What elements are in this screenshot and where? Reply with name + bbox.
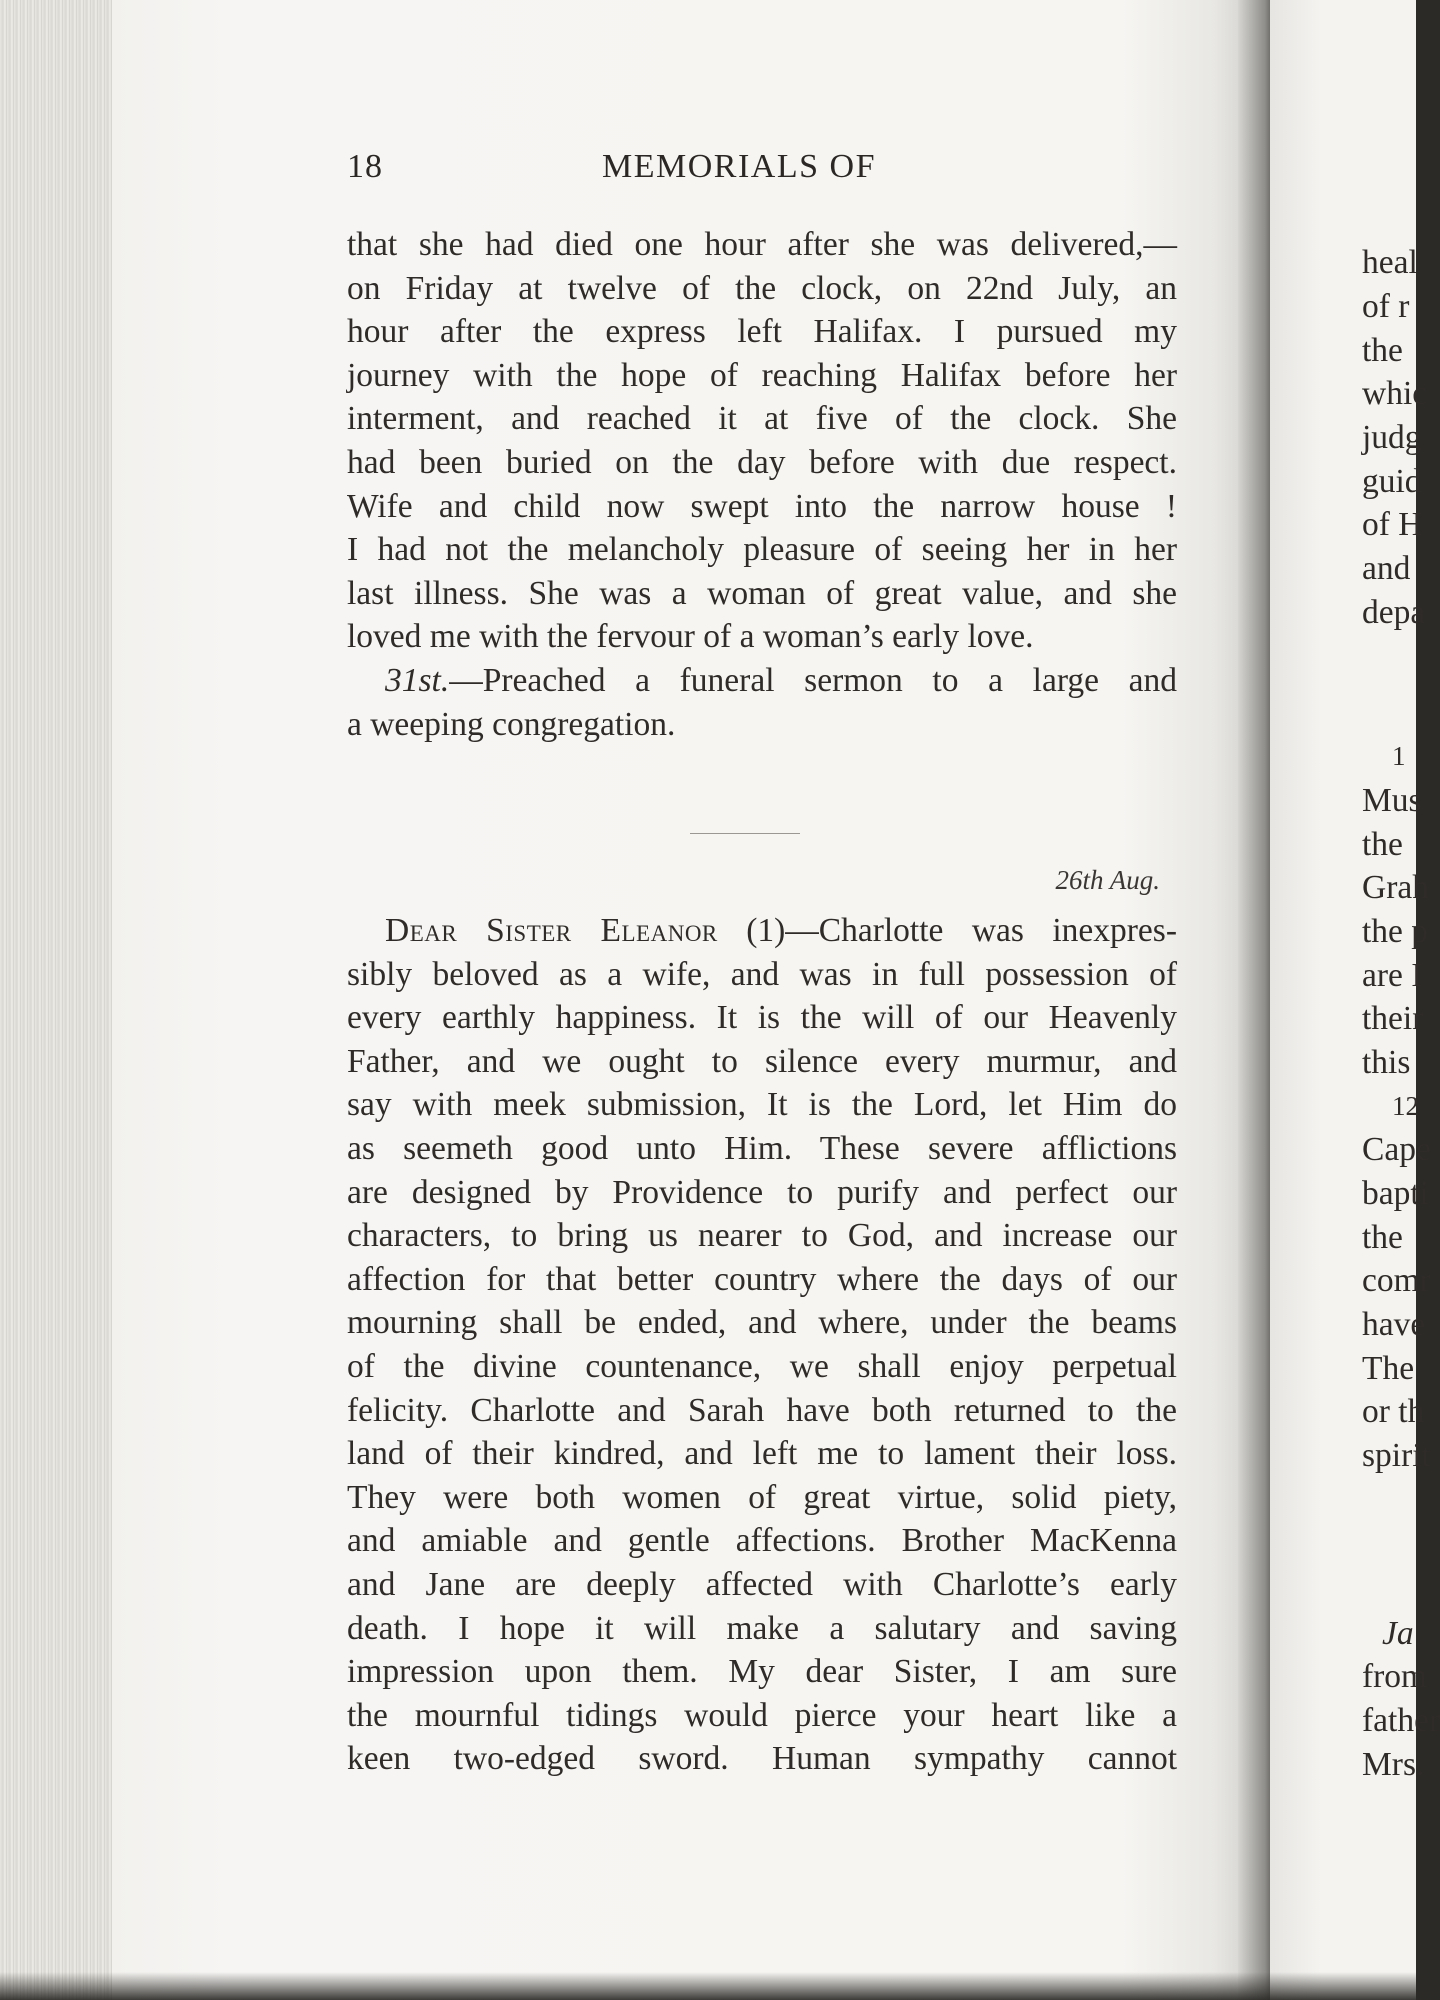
text-line: a weeping congregation.	[347, 705, 676, 743]
text-line: They were both women of great virtue, solid piety,	[347, 1478, 1177, 1516]
letter-dateline: 26th Aug.	[1055, 865, 1160, 895]
page-title: MEMORIALS OF	[602, 148, 876, 185]
page-number: 18	[347, 148, 383, 185]
salutation: Dear Sister Eleanor	[385, 912, 718, 949]
page-edges	[0, 0, 118, 2000]
letter-text	[347, 909, 1177, 1781]
salutation-rest: (1)—Charlotte was inexpres-	[717, 912, 1177, 949]
text-line: as seemeth good unto Him. These severe afflictions	[347, 1129, 1177, 1167]
right-line: The	[1362, 1350, 1415, 1387]
right-line: bapti	[1362, 1175, 1429, 1212]
text-line: every earthly happiness. It is the will of our Heavenly	[347, 999, 1177, 1037]
journal-text	[347, 223, 1177, 746]
entry-text: —Preached a funeral sermon to a large and	[449, 661, 1177, 699]
text-line: death. I hope it will make a salutary and saving	[347, 1609, 1177, 1647]
right-line: 1	[1392, 741, 1406, 771]
right-line: heal	[1362, 244, 1418, 281]
right-line: from	[1362, 1658, 1428, 1695]
paragraph-2	[347, 659, 1177, 746]
text-line: and Jane are deeply affected with Charlotte’s early	[347, 1565, 1177, 1603]
right-line: of H	[1362, 506, 1423, 543]
running-head	[347, 148, 1177, 198]
letter-paragraph	[347, 909, 1177, 1781]
text-line: characters, to bring us nearer to God, and increase our	[347, 1217, 1177, 1255]
right-line: this	[1362, 1044, 1411, 1081]
right-line: the p	[1362, 913, 1429, 950]
text-line: say with meek submission, It is the Lord, let Him do	[347, 1086, 1177, 1124]
bottom-shadow	[0, 1972, 1416, 2000]
right-line: comr	[1362, 1262, 1431, 1299]
text-line: journey with the hope of reaching Halifax before her	[347, 356, 1177, 394]
entry-date: 31st.	[385, 661, 450, 699]
right-line: Mrs.	[1362, 1746, 1425, 1783]
text-line: loved me with the fervour of a woman’s early love.	[347, 618, 1034, 656]
text-line: hour after the express left Halifax. I pursued my	[347, 313, 1177, 351]
right-line: 12	[1392, 1091, 1419, 1121]
right-line: the	[1362, 1219, 1403, 1256]
text-line: Father, and we ought to silence every murmur, and	[347, 1042, 1177, 1080]
right-line: and	[1362, 550, 1411, 587]
section-divider	[690, 833, 800, 834]
text-line	[347, 909, 1177, 953]
right-line: depa	[1362, 594, 1426, 631]
text-line: the mournful tidings would pierce your heart like a	[347, 1696, 1177, 1734]
text-line: of the divine countenance, we shall enjoy perpetual	[347, 1347, 1177, 1385]
text-line: had been buried on the day before with due respect.	[347, 443, 1177, 481]
text-line	[347, 659, 1177, 703]
right-line: have	[1362, 1306, 1426, 1343]
paragraph-1	[347, 223, 1177, 659]
text-line: land of their kindred, and left me to lament their loss.	[347, 1435, 1177, 1473]
right-line: or th	[1362, 1393, 1425, 1430]
right-line: their	[1362, 1000, 1424, 1037]
text-line: on Friday at twelve of the clock, on 22nd July, an	[347, 269, 1177, 307]
text-line: and amiable and gentle affections. Brother MacKenna	[347, 1522, 1177, 1560]
right-line: Cape	[1362, 1131, 1431, 1168]
text-line: last illness. She was a woman of great value, and she	[347, 574, 1177, 612]
text-line: Wife and child now swept into the narrow house !	[347, 487, 1177, 525]
text-line: sibly beloved as a wife, and was in full possession of	[347, 955, 1177, 993]
right-line: whic	[1362, 375, 1428, 412]
right-line: are I	[1362, 957, 1423, 994]
right-line: of r	[1362, 288, 1410, 325]
right-line: the	[1362, 826, 1403, 863]
text-line: felicity. Charlotte and Sarah have both returned to the	[347, 1391, 1177, 1429]
text-line: impression upon them. My dear Sister, I am sure	[347, 1653, 1177, 1691]
right-line: guid	[1362, 463, 1422, 500]
text-line: interment, and reached it at five of the clock. She	[347, 400, 1177, 438]
right-line: Mus	[1362, 782, 1422, 819]
right-line: the	[1362, 332, 1403, 369]
text-line: that she had died one hour after she was delivered,—	[347, 226, 1177, 263]
text-line: I had not the melancholy pleasure of seeing her in her	[347, 531, 1177, 569]
right-line: judg	[1362, 419, 1422, 456]
right-line: spirit	[1362, 1437, 1431, 1474]
text-line: mourning shall be ended, and where, under the beams	[347, 1304, 1177, 1342]
right-line: father	[1362, 1702, 1440, 1739]
right-line: Grah	[1362, 869, 1429, 906]
text-line: keen two-edged sword. Human sympathy cannot	[347, 1740, 1177, 1778]
right-line: Ja	[1382, 1615, 1414, 1652]
text-line: affection for that better country where the days of our	[347, 1260, 1177, 1298]
text-line: are designed by Providence to purify and perfect our	[347, 1173, 1177, 1211]
